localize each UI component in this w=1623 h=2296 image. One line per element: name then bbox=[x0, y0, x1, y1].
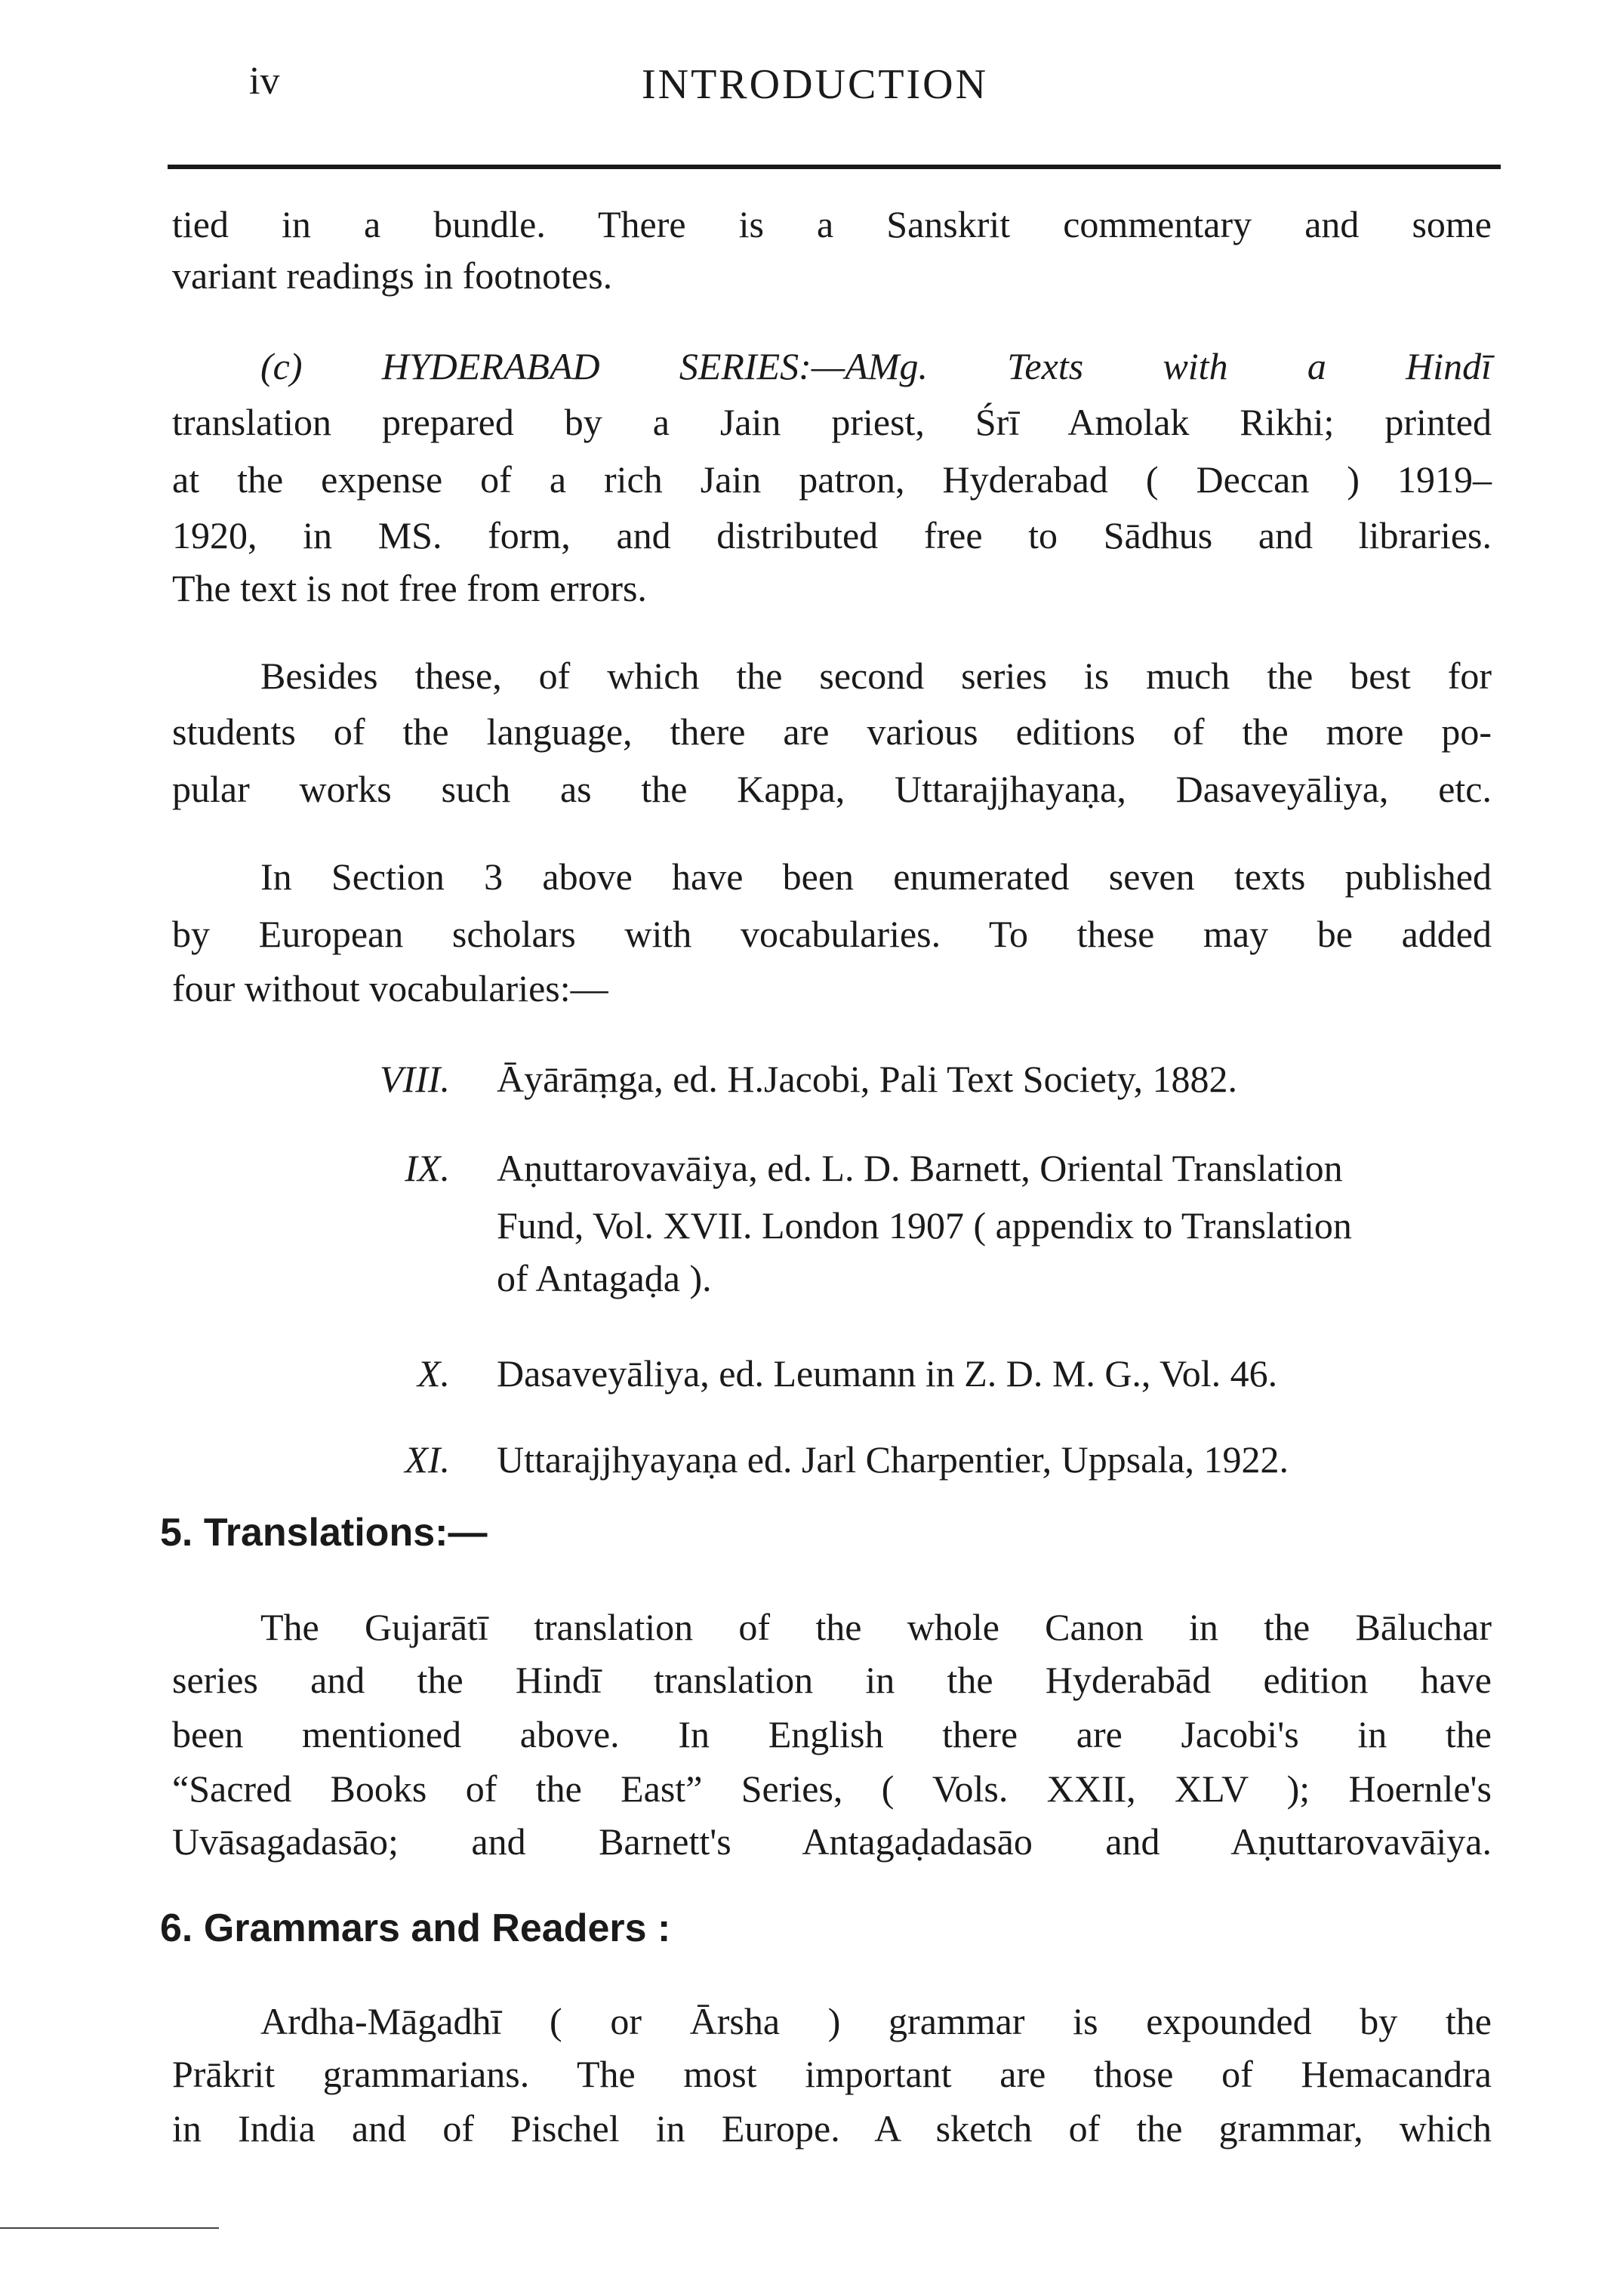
list-item-number: XI. bbox=[405, 1438, 450, 1481]
text-line: translation prepared by a Jain priest, Śrī Amolak Rikhi; printed bbox=[172, 401, 1492, 443]
text-line: Uvāsagadasāo; and Barnett's Antagaḍadasāo and Aṇuttarovavāiya. bbox=[172, 1820, 1492, 1863]
text-line: The text is not free from errors. bbox=[172, 567, 647, 609]
text-line: students of the language, there are various editions of the more po- bbox=[172, 710, 1492, 753]
text-line: been mentioned above. In English there are Jacobi's in the bbox=[172, 1713, 1492, 1755]
section-heading-grammars: 6. Grammars and Readers : bbox=[160, 1906, 671, 1950]
page-number: iv bbox=[249, 60, 280, 103]
text-line: 1920, in MS. form, and distributed free to Sādhus and libraries. bbox=[172, 514, 1492, 556]
section-heading-translations: 5. Translations:— bbox=[160, 1511, 488, 1555]
text-line: Prākrit grammarians. The most important are those of Hemacandra bbox=[172, 2053, 1492, 2095]
text-line: Besides these, of which the second series is much the best for bbox=[260, 655, 1492, 697]
text-line: at the expense of a rich Jain patron, Hyderabad ( Deccan ) 1919– bbox=[172, 458, 1492, 501]
list-item bbox=[172, 1351, 1492, 1397]
list-item-number: IX. bbox=[405, 1147, 450, 1189]
text-line: The Gujarātī translation of the whole Canon in the Bāluchar bbox=[260, 1606, 1492, 1648]
text-line: tied in a bundle. There is a Sanskrit commentary and some bbox=[172, 203, 1492, 245]
text-line: by European scholars with vocabularies. To these may be added bbox=[172, 913, 1492, 955]
list-item-text: Dasaveyāliya, ed. Leumann in Z. D. M. G., Vol. 46. bbox=[497, 1352, 1278, 1395]
text-line: (c) HYDERABAD SERIES:—AMg. Texts with a Hindī bbox=[260, 345, 1492, 387]
list-item-number: X. bbox=[417, 1352, 450, 1395]
text-line: in India and of Pischel in Europe. A sketch of the grammar, which bbox=[172, 2107, 1492, 2150]
list-item-text: Āyārāṃga, ed. H.Jacobi, Pali Text Society, 1882. bbox=[497, 1058, 1238, 1100]
list-item-continuation: of Antagaḍa ). bbox=[497, 1257, 712, 1299]
running-title: INTRODUCTION bbox=[642, 61, 989, 108]
text-line: pular works such as the Kappa, Uttarajjhayaṇa, Dasaveyāliya, etc. bbox=[172, 768, 1492, 810]
footer-rule bbox=[0, 2227, 219, 2229]
list-item-number: VIII. bbox=[380, 1058, 450, 1100]
header-rule bbox=[168, 165, 1501, 169]
text-line: Ardha-Māgadhī ( or Ārsha ) grammar is expounded by the bbox=[260, 2000, 1492, 2042]
text-line: variant readings in footnotes. bbox=[172, 254, 613, 297]
list-item-text: Uttarajjhyayaṇa ed. Jarl Charpentier, Uppsala, 1922. bbox=[497, 1438, 1289, 1481]
list-item-continuation: Fund, Vol. XVII. London 1907 ( appendix to Translation bbox=[497, 1204, 1352, 1247]
text-line: series and the Hindī translation in the Hyderabād edition have bbox=[172, 1659, 1492, 1701]
text-line: In Section 3 above have been enumerated seven texts published bbox=[260, 855, 1492, 898]
list-item bbox=[172, 1146, 1492, 1191]
list-item bbox=[172, 1057, 1492, 1102]
list-item-text: Aṇuttarovavāiya, ed. L. D. Barnett, Oriental Translation bbox=[497, 1147, 1343, 1189]
text-line: four without vocabularies:— bbox=[172, 967, 608, 1009]
text-line: “Sacred Books of the East” Series, ( Vols. XXII, XLV ); Hoernle's bbox=[172, 1767, 1492, 1810]
list-item bbox=[172, 1438, 1492, 1483]
